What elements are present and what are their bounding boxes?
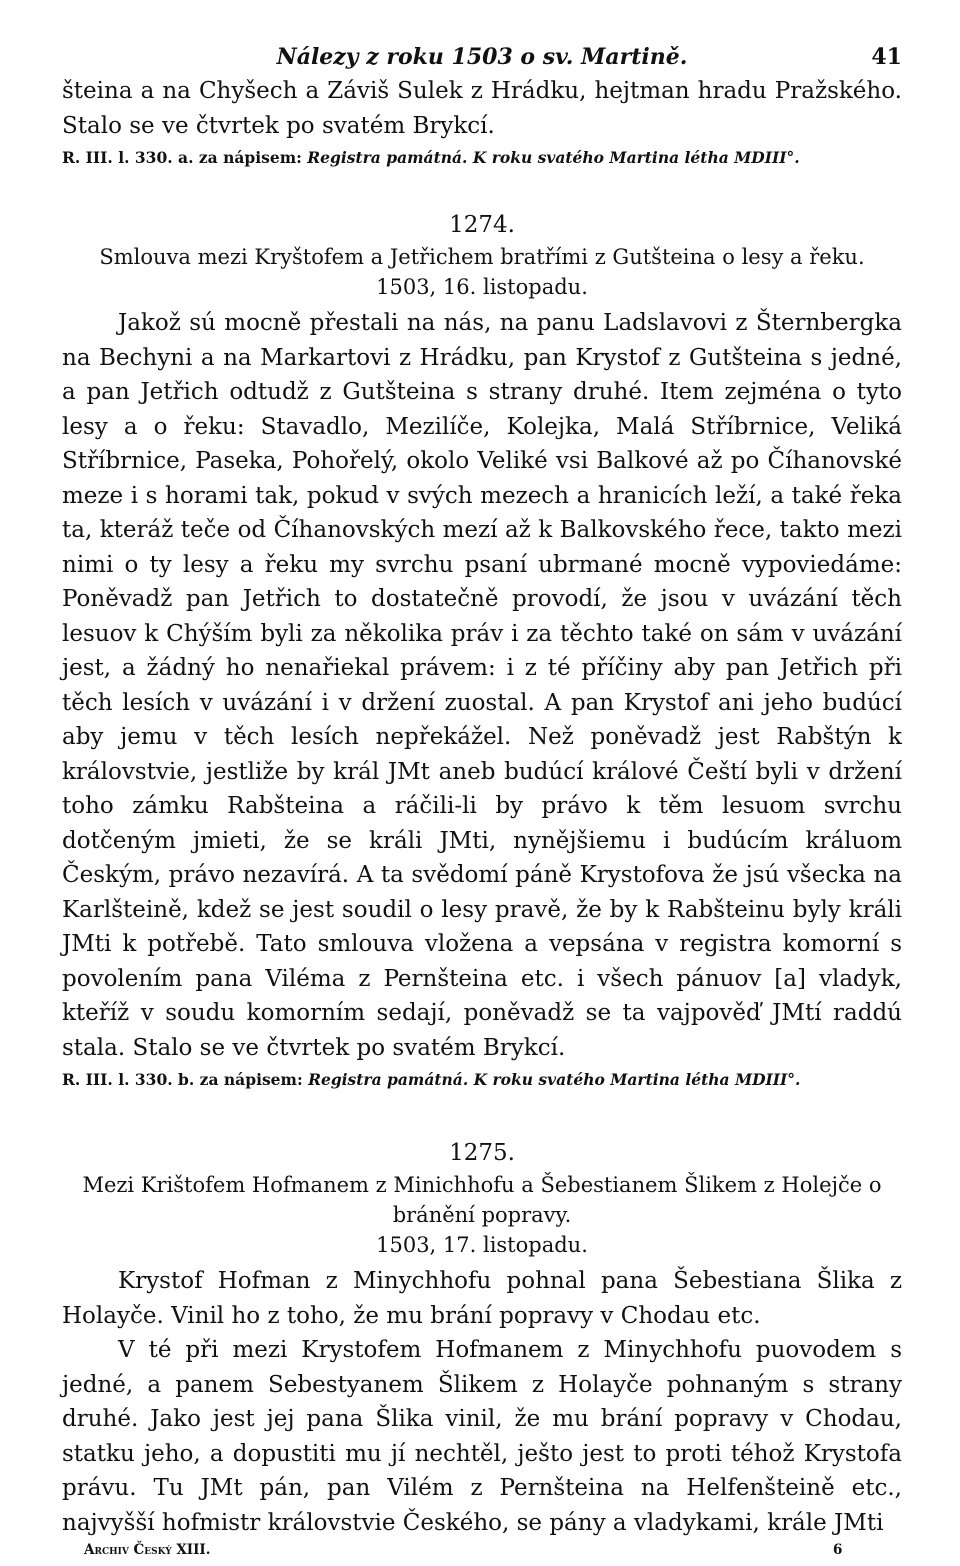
section-gap [62, 170, 902, 208]
page-number: 41 [871, 44, 902, 70]
source-note-prefix: R. III. l. 330. a. za nápisem: [62, 148, 302, 167]
document-date: 1503, 17. listopadu. [376, 1233, 588, 1257]
document-heading: Smlouva mezi Kryštofem a Jetřichem bratřími z Gutšteina o lesy a řeku. [99, 245, 865, 269]
page-footer [62, 1542, 902, 1566]
document-text: Jakož sú mocně přestali na nás, na panu Ladslavovi z Šternbergka na Bechyni a na Markartovi z Hrádku, pan Krystof z Gutšteina s jedné, a pan Jetřich odtudž z Gutšteina s strany druhé. Item zejména o tyto lesy a o řeku: Stavadlo, Mezilíče, Kolejka, Malá Stříbrnice, Veliká Stříbrnice, Paseka, Pohořelý, okolo Veliké vsi Balkové až po Číhanovské meze i s horami tak, pokud v svých mezech a hranicích leží, a také řeka ta, kteráž teče od Číhanovských mezí až k Balkovského řece, takto mezi nimi o ty lesy a řeku my svrchu psaní ubrmané mocně vypoviedáme: Poněvadž pan Jetřich to dostatečně provodí, že jsou v uvázání těch lesuov k Chýším byli za několika práv i za těchto také on sám v uvázání jest, a žádný ho nenařiekal právem: i z té příčiny aby pan Jetřich při těch lesích v uvázání i v držení zuostal. A pan Krystof ani jeho budúcí aby jemu v těch lesích nepřekážel. Než poněvadž jest Rabštýn k královstvie, jestliže by král JMt aneb budúcí králové Čeští byli v držení toho zámku Rabšteina a ráčili-li by právo k těm lesuom svrchu dotčeným jmieti, že se králi JMti, nynějšiemu i budúcím králuom Českým, právo nezavírá. A ta svědomí páně Krystofova že jsú všecka na Karlšteině, kdež se jest soudil o lesy pravě, že by k Rabšteinu byly králi JMti k potřebě. Tato smlouva vložena a vepsána v registra komorní s povolením pana Viléma z Pernšteina etc. i všech pánuov [a] vladyk, kteříž v soudu komorním sedají, poněvadž se ta vajpověď JMtí raddú stala. Stalo se ve čtvrtek po svatém Brykcí. [62, 310, 902, 1061]
running-head [62, 40, 902, 74]
source-note-continuation [62, 146, 902, 170]
document-paragraph-1: Krystof Hofman z Minychhofu pohnal pana Šebestiana Šlika z Holayče. Vinil ho z toho, že mu brání popravy v Chodau etc. [62, 1268, 902, 1329]
document-heading: Mezi Krištofem Hofmanem z Minichhofu a Šebestianem Šlikem z Holejče o bránění popravy. [82, 1173, 882, 1227]
document-1275 [62, 1136, 902, 1540]
document-number: 1275. [449, 1140, 515, 1166]
document-date: 1503, 16. listopadu. [376, 275, 588, 299]
source-note-1274 [62, 1068, 902, 1092]
document-paragraph-2: V té při mezi Krystofem Hofmanem z Minychhofu puovodem s jedné, a panem Sebestyanem Šlikem z Holayče pohnaným s strany druhé. Jako jest jej pana Šlika vinil, že mu brání popravy v Chodau, statku jeho, a dopustiti mu jí nechtěl, ješto jest to proti téhož Krystofa právu. Tu JMt pán, pan Vilém z Pernšteina na Helfenšteině etc., najvyšší hofmistr královstvie Českého, se pány a vladykami, krále JMti [62, 1337, 902, 1536]
source-note-prefix: R. III. l. 330. b. za nápisem: [62, 1070, 303, 1089]
source-note-title: Registra památná. K roku svatého Martina létha MDIII°. [308, 1070, 801, 1089]
running-title: Nálezy z roku 1503 o sv. Martině. [276, 44, 688, 70]
document-number: 1274. [449, 212, 515, 238]
document-1274 [62, 208, 902, 1092]
footer-sheet-number: 6 [833, 1542, 843, 1558]
source-note-title: Registra památná. K roku svatého Martina létha MDIII°. [307, 148, 800, 167]
continuation-text: šteina a na Chyšech a Záviš Sulek z Hrádku, hejtman hradu Pražského. Stalo se ve čtvrtek po svatém Brykcí. [62, 78, 902, 139]
section-gap [62, 1092, 902, 1136]
footer-signature: Archiv Český XIII. [84, 1542, 211, 1558]
